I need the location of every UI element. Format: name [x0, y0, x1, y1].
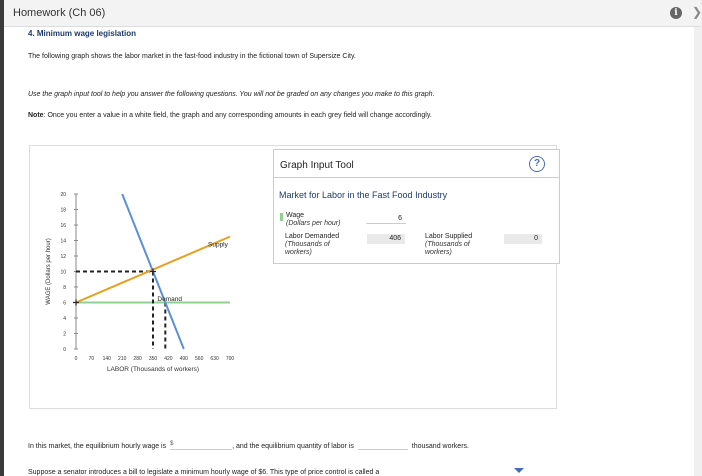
y-tick-label: 0 [63, 347, 66, 353]
price-control-question: Suppose a senator introduces a bill to legislate a minimum hourly wage of $6. This type of price control is called a [28, 469, 380, 476]
labor-market-chart[interactable] [30, 146, 270, 408]
y-tick-label: 8 [63, 285, 66, 291]
question-content [4, 27, 694, 476]
labor-supplied-label: Labor Supplied [425, 233, 473, 240]
graph-input-tool-header [274, 150, 559, 178]
question-instructions: Use the graph input tool to help you answer the following questions. You will not be graded on any changes you make to this graph. [28, 91, 435, 98]
answer-text-2: , and the equilibrium quantity of labor is [232, 443, 354, 450]
wage-label-group [286, 212, 340, 228]
question-note [28, 112, 432, 119]
question-intro: The following graph shows the labor market in the fast-food industry in the fictional town of Supersize City. [28, 53, 356, 60]
x-tick-label: 280 [133, 356, 142, 362]
wage-unit: (Dollars per hour) [286, 220, 341, 227]
x-tick-label: 420 [164, 356, 173, 362]
labor-demanded-value: 406 [367, 234, 405, 244]
graph-input-tool [273, 149, 560, 264]
x-tick-label: 490 [179, 356, 188, 362]
labor-demanded-label: Labor Demanded [285, 233, 340, 240]
top-bar [0, 0, 700, 27]
x-tick-label: 630 [210, 356, 219, 362]
y-tick-label: 4 [63, 316, 66, 322]
chevron-right-icon[interactable]: ❯ [692, 5, 702, 19]
y-tick-label: 10 [60, 269, 66, 276]
graph-input-tool-title: Graph Input Tool [280, 160, 354, 171]
question-title: 4. Minimum wage legislation [28, 29, 137, 38]
demand-label: Demand [157, 295, 182, 303]
info-icon[interactable]: i [670, 7, 682, 19]
y-tick-label: 6 [63, 300, 66, 307]
answer-text-1: In this market, the equilibrium hourly wage is [28, 443, 167, 450]
help-icon[interactable]: ? [529, 156, 545, 172]
x-tick-label: 140 [102, 356, 111, 362]
answer-text-3: thousand workers. [411, 443, 469, 450]
supply-label: Supply [208, 241, 228, 249]
labor-supplied-value: 0 [504, 234, 542, 244]
y-tick-label: 18 [60, 207, 66, 214]
y-axis-label: WAGE (Dollars per hour) [46, 238, 52, 305]
assignment-title: Homework (Ch 06) [13, 7, 106, 19]
x-tick-label: 0 [74, 356, 78, 362]
y-tick-label: 12 [60, 254, 66, 260]
note-label: Note [28, 112, 44, 119]
x-axis-label: LABOR (Thousands of workers) [106, 366, 200, 373]
wage-label: Wage [286, 212, 305, 219]
labor-demanded-unit: (Thousands of workers) [285, 241, 330, 256]
x-tick-label: 70 [88, 356, 95, 362]
note-text: : Once you enter a value in a white field, the graph and any corresponding amounts in each grey field will change accordingly. [43, 112, 432, 119]
labor-demanded-label-group [285, 233, 355, 257]
x-tick-label: 560 [195, 356, 204, 362]
wage-swatch [280, 213, 283, 221]
graph-container [29, 145, 557, 409]
x-tick-label: 210 [118, 356, 127, 362]
y-tick-label: 2 [63, 331, 66, 338]
x-tick-label: 700 [225, 356, 235, 362]
labor-supplied-unit: (Thousands of workers) [425, 241, 470, 256]
y-tick-label: 16 [60, 223, 66, 229]
y-tick-label: 14 [60, 238, 66, 245]
equilibrium-quantity-input[interactable] [358, 440, 408, 450]
equilibrium-question [28, 440, 469, 450]
labor-supplied-label-group [425, 233, 495, 257]
dropdown-caret-icon[interactable] [514, 468, 524, 473]
x-tick-label: 350 [148, 356, 158, 362]
equilibrium-wage-input[interactable] [170, 440, 232, 450]
y-tick-label: 20 [60, 192, 66, 198]
market-title: Market for Labor in the Fast Food Industry [279, 190, 448, 200]
wage-input[interactable]: 6 [366, 214, 406, 224]
dollar-sign: $ [170, 441, 174, 447]
